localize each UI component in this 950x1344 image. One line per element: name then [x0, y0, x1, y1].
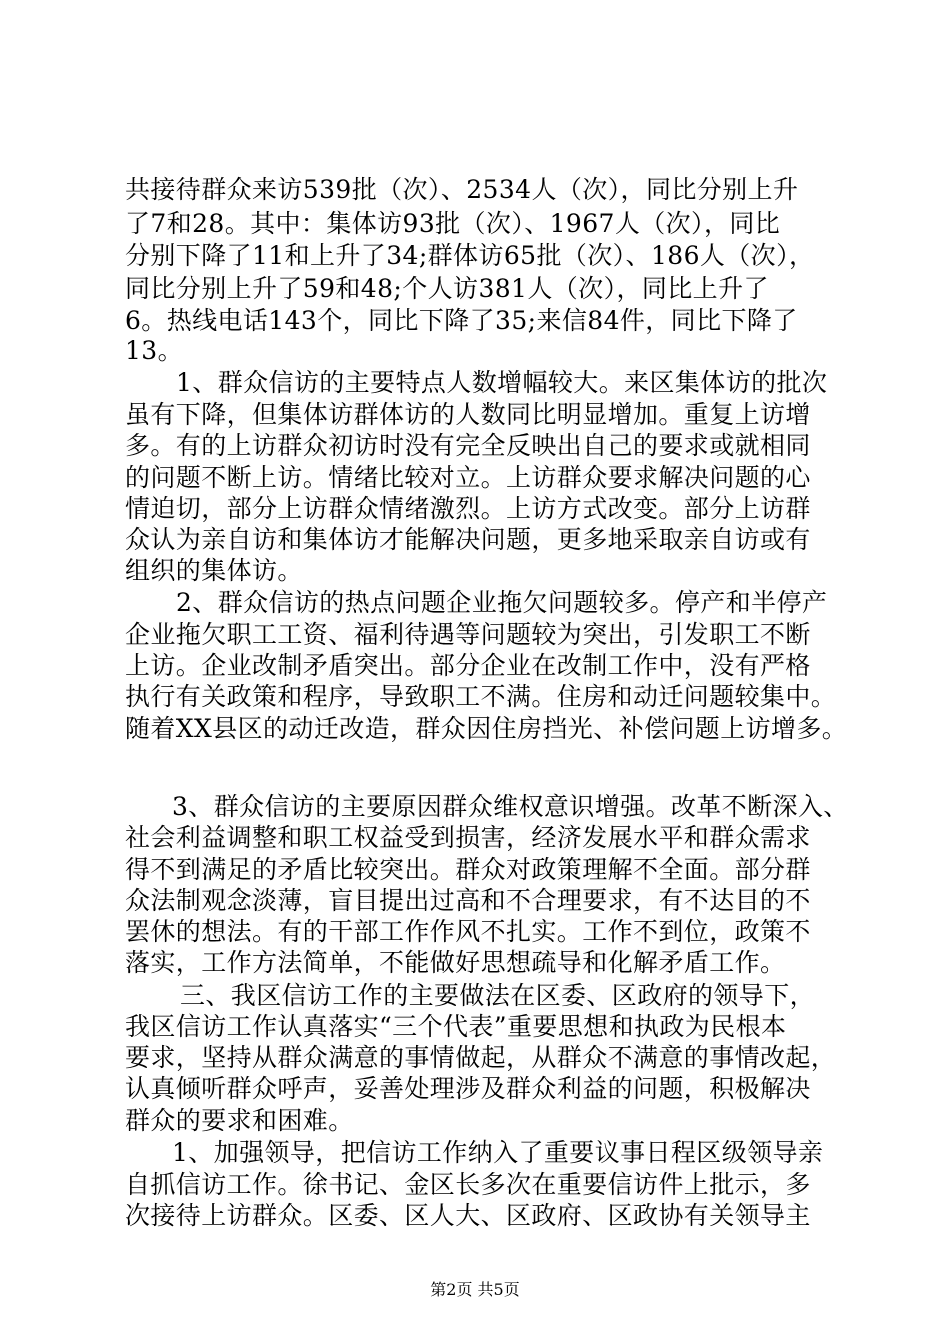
text-line: 共接待群众来访539批（次）、2534人（次），同比分别上升	[125, 175, 799, 204]
text-line: 落实，工作方法简单，不能做好思想疏导和化解矛盾工作。	[125, 948, 786, 977]
text-line: 我区信访工作认真落实“三个代表”重要思想和执政为民根本	[125, 1012, 787, 1041]
text-line: 虽有下降，但集体访群体访的人数同比明显增加。重复上访增	[125, 400, 811, 429]
text-line: 次接待上访群众。区委、区人大、区政府、区政协有关领导主	[125, 1201, 811, 1230]
paragraph-first-line: 1、群众信访的主要特点人数增幅较大。来区集体访的批次	[176, 368, 828, 397]
text-line: 得不到满足的矛盾比较突出。群众对政策理解不全面。部分群	[125, 855, 811, 884]
page-number-footer: 第2页 共5页	[430, 1280, 520, 1299]
text-line: 多。有的上访群众初访时没有完全反映出自己的要求或就相同	[125, 431, 811, 460]
text-line: 众法制观念淡薄，盲目提出过高和不合理要求，有不达目的不	[125, 886, 811, 915]
text-line: 企业拖欠职工工资、福利待遇等问题较为突出，引发职工不断	[125, 620, 811, 649]
text-line: 分别下降了11和上升了34;群体访65批（次）、186人（次），	[125, 241, 815, 270]
text-line: 了7和28。其中：集体访93批（次）、1967人（次），同比	[125, 209, 781, 238]
text-line: 要求，坚持从群众满意的事情做起，从群众不满意的事情改起，	[125, 1043, 837, 1072]
text-line: 情迫切，部分上访群众情绪激烈。上访方式改变。部分上访群	[125, 494, 811, 523]
text-line: 执行有关政策和程序，导致职工不满。住房和动迁问题较集中。	[125, 682, 837, 711]
text-line: 随着XX县区的动迁改造，群众因住房挡光、补偿问题上访增多。	[125, 714, 848, 743]
text-line: 众认为亲自访和集体访才能解决问题，更多地采取亲自访或有	[125, 525, 811, 554]
paragraph-first-line: 3、群众信访的主要原因群众维权意识增强。改革不断深入、	[172, 792, 849, 821]
text-line: 6。热线电话143个，同比下降了35;来信84件，同比下降了	[125, 306, 798, 335]
paragraph-first-line: 1、加强领导，把信访工作纳入了重要议事日程区级领导亲	[172, 1138, 824, 1167]
text-line: 社会利益调整和职工权益受到损害，经济发展水平和群众需求	[125, 823, 811, 852]
text-line: 上访。企业改制矛盾突出。部分企业在改制工作中，没有严格	[125, 651, 811, 680]
text-line: 认真倾听群众呼声，妥善处理涉及群众利益的问题，积极解决	[125, 1074, 811, 1103]
text-line: 罢休的想法。有的干部工作作风不扎实。工作不到位，政策不	[125, 917, 811, 946]
paragraph-first-line: 三、我区信访工作的主要做法在区委、区政府的领导下，	[180, 981, 816, 1010]
text-line: 同比分别上升了59和48;个人访381人（次），同比上升了	[125, 274, 769, 303]
paragraph-first-line: 2、群众信访的热点问题企业拖欠问题较多。停产和半停产	[176, 588, 828, 617]
text-line: 群众的要求和困难。	[125, 1106, 354, 1135]
text-line: 的问题不断上访。情绪比较对立。上访群众要求解决问题的心	[125, 463, 811, 492]
text-line: 组织的集体访。	[125, 556, 303, 585]
text-line: 自抓信访工作。徐书记、金区长多次在重要信访件上批示，多	[125, 1170, 811, 1199]
text-line: 13。	[125, 336, 184, 365]
